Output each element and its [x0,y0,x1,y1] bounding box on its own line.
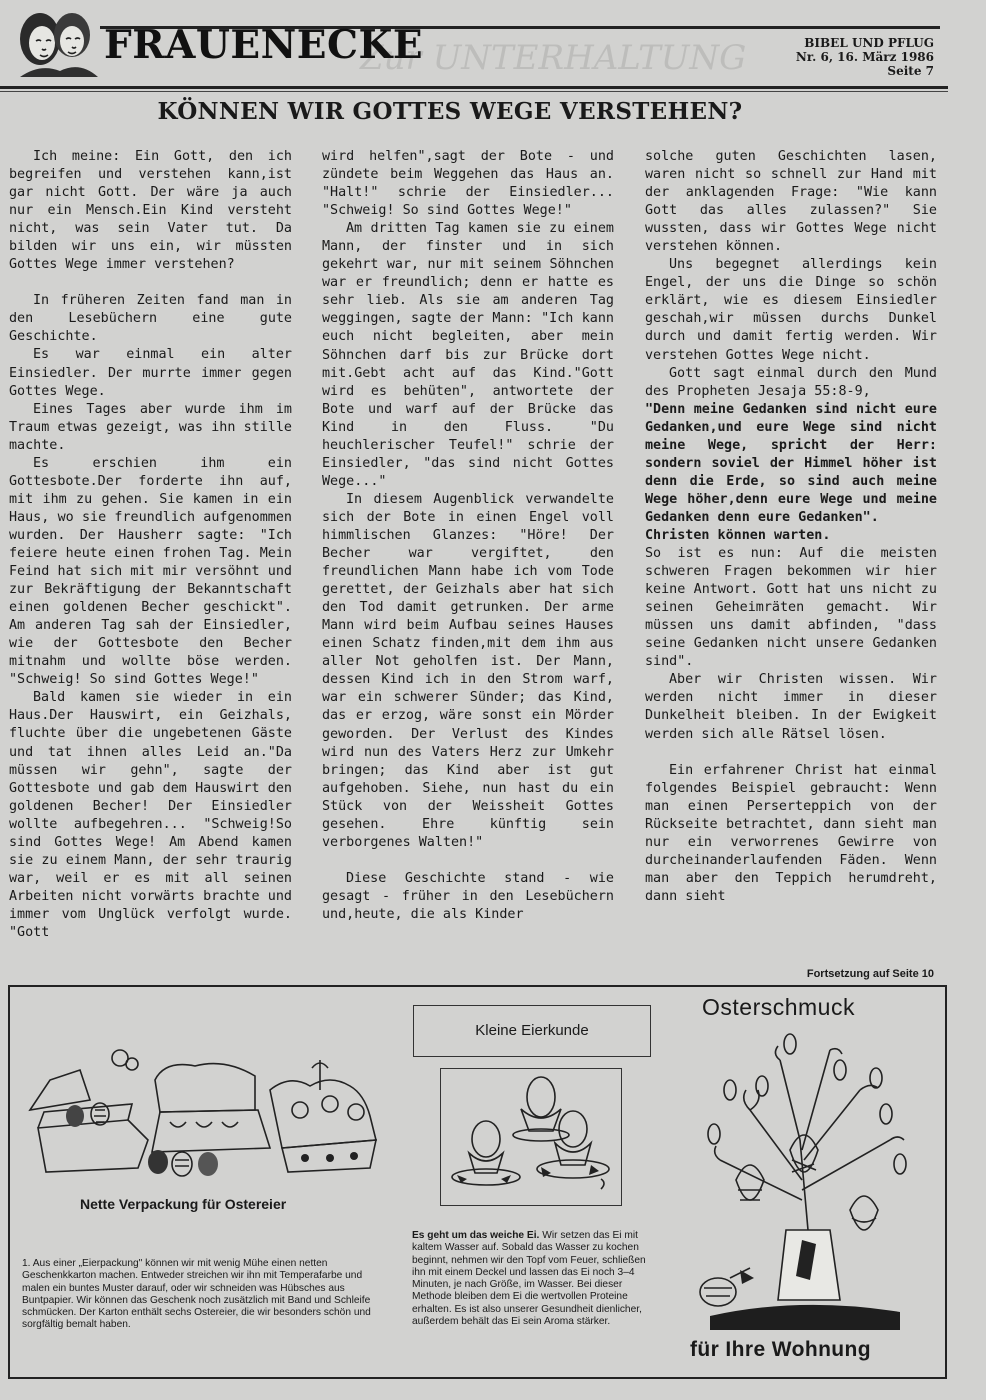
paragraph: In diesem Augenblick verwandelte sich der Bote in einen Engel voll himmlischen Glanzes: "Höre! Der Becher war vergiftet, den freundlichen Mann habe ich vom Tode gerettet, der Geizhals aber hat sich den Tod damit getrunken. Der arme Mann wird beim Aufbau seines Hauses einen Schatz finden,mit dem ihm aus aller Not geholfen ist. Der Mann, dessen Kind ich in den Strom warf, war ein schwerer Sünder; das Kind, das er erzog, wäre sonst ein Mörder geworden. Der Verlust des Kindes wird nun des Vaters Herz zur Umkehr bringen; das Kind aber ist gut aufgehoben. Siehe, nun hast du ein Stück von der Weissheit Gottes gesehen. Ehre künftig sein verborgenes Walten!" [322,491,614,850]
packaging-caption: Nette Verpackung für Ostereier [80,1196,287,1212]
paragraph: Ich meine: Ein Gott, den ich begreifen und verstehen kann,ist gar nicht Gott. Der wäre ja auch nur ein Mensch.Ein Kind versteht nicht, was sein Vater tut. Da bilden wir uns ein, wir müssten Gottes Wege immer verstehen? [9,149,292,273]
egg-boiling-instructions [412,1230,652,1328]
egg-note-lead: Es geht um das weiche Ei. [412,1230,540,1241]
egg-knowledge-title: Kleine Eierkunde [413,1005,651,1057]
subheading: Christen können warten. [645,527,831,543]
paragraph: Uns begegnet allerdings kein Engel, der uns die Dinge so schön erklärt, wie es diesem Einsiedler geschah,wir müssen durchs Dunkel durch und damit fertig werden. Wir verstehen Gottes Wege nicht. [645,257,937,363]
bleed-through-text: Zur UNTERHALTUNG [360,38,747,78]
paragraph: Es erschien ihm ein Gottesbote.Der forderte ihn auf, mit ihm zu gehen. Sie kamen in ein Haus, wo sie freundlich aufgenommen wurden. Der Hausherr sagte: "Ich feiere heute einen frohen Tag. Mein Feind hat sich mit mir versöhnt und zur Bekräftigung der Bekanntschaft einen goldenen Becher geschickt". Am anderen Tag sah der Einsiedler, wie der Gottesbote den Becher mitnahm und wollte böse werden. "Schweig! So sind Gottes Wege!" [9,455,292,688]
egg-carton-illustration [20,1040,380,1180]
easter-decoration-title: Osterschmuck [702,994,855,1020]
header-bottom-rule [0,86,948,89]
paragraph: Diese Geschichte stand - wie gesagt - früher in den Lesebüchern und,heute, die als Kinder [322,870,614,922]
bible-quote: "Denn meine Gedanken sind nicht eure Gedanken,und eure Wege sind nicht meine Wege, spricht der Herr: sondern soviel der Himmel höher ist denn die Erde, so sind auch meine Wege höher,denn eure Wege und meine Gedanken denn eure Gedanken". [645,401,937,525]
paragraph: Gott sagt einmal durch den Mund des Propheten Jesaja 55:8-9, [645,365,937,399]
section-title: FRAUENECKE [104,22,424,68]
paragraph: So ist es nun: Auf die meisten schweren Fragen bekommen wir hier keine Antwort. Gott hat uns nicht zu seinen Geheimräten gemacht. Wir müssen uns damit abfinden, "dass seine Gedanken nicht unsere Gedanken sind". [645,546,937,670]
article-column-3 [645,148,937,906]
issue-info [796,36,934,78]
publication-name: BIBEL UND PFLUG [804,36,934,50]
easter-tree-vase-illustration [690,1030,925,1330]
paragraph: Am dritten Tag kamen sie zu einem Mann, der finster und in sich gekehrt war, nur mit seinem Söhnchen war er freundlich; denn er hatte es sehr lieb. Als sie am anderen Tag weggingen, sagte der Mann: "Ich kann euch nicht begleiten, aber mein Söhnchen darf bis zur Brücke dort mit.Gebt acht auf das Kind."Gott wird es behüten", antwortete der Bote und warf auf der Brücke das Kind in den Fluss. "Du heuchlerischer Teufel!" schrie der Einsiedler, "das sind nicht Gottes Wege..." [322,221,614,489]
easter-decoration-subtitle: für Ihre Wohnung [690,1338,871,1361]
egg-cups-illustration [441,1069,621,1205]
paragraph: solche guten Geschichten lasen, waren nicht so schnell zur Hand mit der anklagenden Frage: "Wie kann Gott das alles zulassen?" Sie wussten, dass wir Gottes Wege nicht verstehen können. [645,149,937,255]
packaging-instructions: 1. Aus einer „Eierpackung" können wir mit wenig Mühe einen netten Geschenkkarton machen. Entweder streichen wir ihn mit Temperafarbe und malen ein buntes Muster darauf, oder wir schneiden was Hübsches aus Buntpapier. Wir können das Geschenk noch zusätzlich mit Band und Schleife schmücken. Der Karton enthält sechs Ostereier, die wir besonders schön und sorgfältig bemalt haben. [22,1258,371,1331]
paragraph: In früheren Zeiten fand man in den Lesebüchern eine gute Geschichte. [9,293,292,345]
issue-date: Nr. 6, 16. März 1986 [795,50,934,64]
page-number: Seite 7 [887,64,934,78]
paragraph: Es war einmal ein alter Einsiedler. Der murrte immer gegen Gottes Wege. [9,347,292,399]
article-column-1 [9,148,292,942]
women-portrait-logo-icon [10,5,100,77]
paragraph: Bald kamen sie wieder in ein Haus.Der Hauswirt, ein Geizhals, fluchte über die ungebetenen Gäste und tat ihnen alles Leid an."Da müssen wir gehn", sagte der Gottesbote und gab dem Hauswirt den goldenen Becher! Der Einsiedler wollte aufbegehren... "Schweig!So sind Gottes Wege! Am Abend kamen sie zu einem Mann, der sehr traurig war, weil er es mit all seinen Arbeiten nicht vorwärts brachte und immer vom Unglück verfolgt wurde. "Gott [9,690,292,940]
article-headline: KÖNNEN WIR GOTTES WEGE VERSTEHEN? [157,98,743,125]
paragraph: wird helfen",sagt der Bote - und zündete beim Weggehen das Haus an. "Halt!" schrie der Einsiedler... "Schweig! So sind Gottes Wege!" [322,149,614,219]
article-column-2 [322,148,614,924]
paragraph: Eines Tages aber wurde ihm im Traum etwas gezeigt, was ihn stille machte. [9,401,292,453]
egg-note-text: Wir setzen das Ei mit kaltem Wasser auf. Sobald das Wasser zu kochen beginnt, nehmen wir den Topf vom Feuer, schließen ihn mit einem Deckel und lassen das Ei noch 3–4 Minuten, je nach Größe, im Wasser. Bei dieser Methode bleiben dem Ei die wertvollen Proteine erhalten. Es ist also unserer Gesundheit dienlicher, außerdem behält das Ei sein Aroma stärker. [412,1230,646,1328]
header-bottom-rule-thin [0,91,948,92]
paragraph: Ein erfahrener Christ hat einmal folgendes Beispiel gebraucht: Wenn man einen Perserteppich von der Rückseite betrachtet, dann sieht man nur ein verworrenes Gewirre von durcheinanderlaufenden Fäden. Wenn man aber den Teppich herumdreht, dann sieht [645,762,937,904]
egg-cups-frame [440,1068,622,1206]
paragraph: Aber wir Christen wissen. Wir werden nicht immer in dieser Dunkelheit bleiben. In der Ewigkeit werden sich alle Rätsel lösen. [645,672,937,742]
continuation-note: Fortsetzung auf Seite 10 [806,968,934,980]
